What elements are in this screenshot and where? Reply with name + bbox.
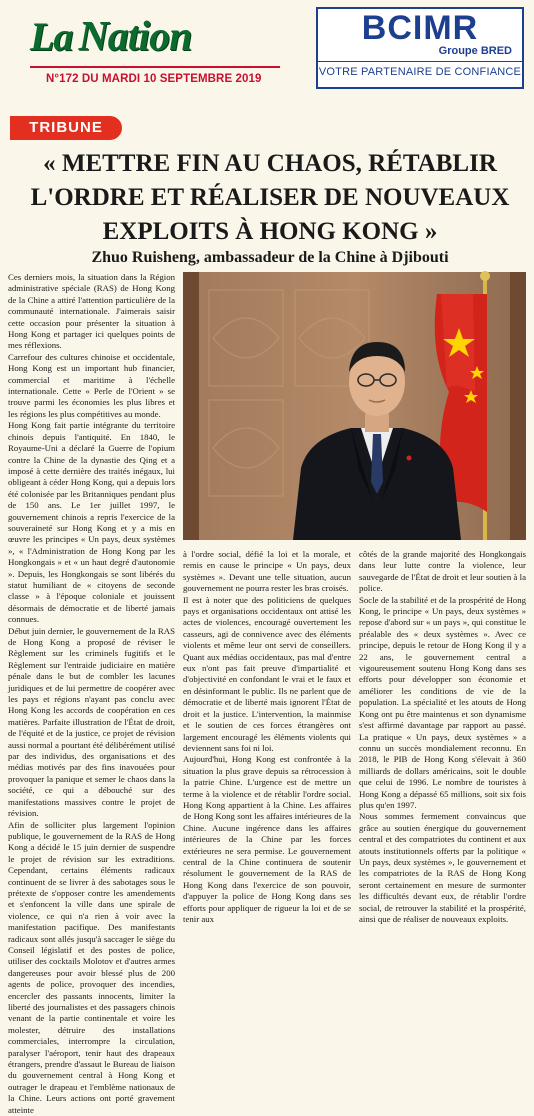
ambassador-photo <box>183 272 526 540</box>
paragraph: Début juin dernier, le gouvernement de la RAS de Hong Kong a proposé de réviser le Règlement sur les criminels fugitifs et le Règlement sur l'entraide judiciaire en matière pénale dans le but de combler les lacunes juridiques et de lui permettre de coopérer avec les pays et régions n'ayant pas conclu avec Hong Kong les accords de coopération en ces matières. Parfaite illustration de l'État de droit, de l'équité et de la justice, ce projet de révision aussi normal a pourtant été délibérément utilisé par des individus, des organisations et des médias motivés par des fins inavouées pour provoquer la panique et semer le chaos dans la société, ce qui a débouché sur des manifestations massives contre le projet de révision. <box>8 626 175 820</box>
newspaper-logo[interactable] <box>30 12 270 62</box>
article-headline: « METTRE FIN AU CHAOS, RÉTABLIR L'ORDRE ET RÉALISER DE NOUVEAUX EXPLOITS À HONG KONG » <box>30 147 510 249</box>
paragraph: à l'ordre social, défié la loi et la morale, et remis en cause le principe « Un pays, deux systèmes ». Devant une telle situation, aucun gouvernement ne pourra rester les bras croisés. <box>183 549 351 595</box>
logo-la: La <box>30 14 72 59</box>
bank-group: Groupe BRED <box>439 45 512 57</box>
logo-divider <box>30 66 280 68</box>
bank-name: BCIMR <box>318 9 522 47</box>
paragraph: côtés de la grande majorité des Hongkongais dans leur lutte contre la violence, leur sauvegarde de l'État de droit et leur soutien à la police. <box>359 549 526 595</box>
paragraph: Aujourd'hui, Hong Kong est confrontée à la situation la plus grave depuis sa rétrocession à la patrie Chine. L'urgence est de mettre un terme à la violence et de rétablir l'ordre social. Hong Kong appartient à la Chine. Les affaires de Hong Kong sont les affaires intérieures de la Chine. Aucune ingérence dans les affaires intérieures de la Chine par les forces extérieures ne sera permise. Le gouvernement central de la Chine continuera de soutenir résolument le gouvernement de la RAS de Hong Kong dans l'exercice de son pouvoir, d'appuyer la police de Hong Kong dans ses efforts pour appliquer de rigueur la loi et de se tenir aux <box>183 754 351 925</box>
article-column-2 <box>183 549 351 796</box>
bank-slogan: VOTRE PARTENAIRE DE CONFIANCE <box>318 66 522 78</box>
article-byline: Zhuo Ruisheng, ambassadeur de la Chine à Djibouti <box>40 249 500 267</box>
logo-nation: Nation <box>78 14 191 60</box>
paragraph: Socle de la stabilité et de la prospérité de Hong Kong, le principe « Un pays, deux systèmes » repose d'abord sur « un pays », qui constitue le préalable des « deux systèmes ». Avec ce principe, depuis le retour de Hong Kong il y a 22 ans, le gouvernement central a vigoureusement soutenu Hong Kong dans ses efforts pour développer son économie et améliorer les conditions de vie de la population. La spécialité et les atouts de Hong Kong ont pu être maintenus et son dynamisme s'est affirmé davantage par rapport au passé. La pratique « Un pays, deux systèmes » a connu un succès mondialement reconnu. En 2018, le PIB de Hong Kong s'élevait à 360 milliards de dollars américains, soit le double que celui de 1996. Le nombre de touristes à Hong Kong a dépassé 65 millions, soit six fois plus qu'en 1997. <box>359 595 526 812</box>
issue-date: N°172 DU MARDI 10 SEPTEMBRE 2019 <box>46 73 262 85</box>
paragraph: Hong Kong fait partie intégrante du territoire chinois depuis l'antiquité. En 1840, le Royaume-Uni a déclaré la Guerre de l'opium contre la Chine de la dynastie des Qing et a imposé à cette dernière des traités inégaux, lui obligeant à céder Hong Kong, qui a depuis lors été colonisée par les Britanniques pendant plus de 150 ans. Le 1er juillet 1997, le gouvernement chinois a repris l'exercice de la souveraineté sur Hong Kong et y a mis en œuvre les principes « Un pays, deux systèmes », « l'Administration de Hong Kong par les Hongkongais » et « un haut degré d'autonomie ». Depuis, les Hongkongais se sont libérés du statut humiliant de « citoyens de seconde classe » à l'époque coloniale et jouissent désormais de démocratie et de liberté jamais connues. <box>8 420 175 625</box>
bank-divider <box>318 61 522 62</box>
paragraph: Il est à noter que des politiciens de quelques pays et organisations occidentaux ont attisé les actes de violences, encouragé ouvertement les casseurs, agi de connivence avec des éléments violents et même leur ont servi de conseillers. Quant aux médias occidentaux, pas mal d'entre eux n'ont pas fait preuve d'impartialité et d'objectivité en confondant le vrai et le faux et en désinformant le public. Ils ne parlent que de démocratie et de liberté mais ignorent l'État de droit et la justice. L'intervention, la mainmise et le soutien de ces forces étrangères ont largement encouragé les éléments violents qui deviennent sans foi ni loi. <box>183 595 351 755</box>
paragraph: Afin de solliciter plus largement l'opinion publique, le gouvernement de la RAS de Hong Kong a décidé le 15 juin dernier de suspendre le projet de révision sur les extraditions. Cependant, certains éléments radicaux continuent de se livrer à des sabotages sous le prétexte de s'opposer contre les amendements et s'enfoncent la ville dans une spirale de violence, ce qui n'a rien à voir avec la manifestation pacifique. Des manifestants radicaux sont allés jusqu'à saccager le siège du Conseil législatif et des postes de police, utiliser des cocktails Molotov et d'autres armes dangereuses pour avoir blessé plus de 200 agents de police, provoquer des incendies, encercler des passants innocents, limiter la liberté des journalistes et des passagers chinois venant de la partie continentale et voire les molester, détruire des installations commerciales, interrompre la circulation, paralyser l'aéroport, tenir haut des drapeaux étrangers, prendre d'assaut le Bureau de liaison du gouvernement central à Hong Kong et outrager le drapeau et l'emblème nationaux de la Chine. Leurs actions ont porté gravement atteinte <box>8 820 175 1116</box>
portrait-with-flag-icon <box>183 272 526 540</box>
bank-advertisement[interactable] <box>316 7 524 89</box>
paragraph: Ces derniers mois, la situation dans la Région administrative spéciale (RAS) de Hong Kong de la Chine a attiré l'attention particulière de la communauté internationale. J'aimerais saisir cette occasion pour présenter la situation à Hong Kong et partager ici quelques points de mes réflexions. <box>8 272 175 352</box>
paragraph: Carrefour des cultures chinoise et occidentale, Hong Kong est un important hub financier, commercial et maritime à l'échelle internationale. Cette « Perle de l'Orient » se trouve parmi les économies les plus libres et les régions les plus compétitives au monde. <box>8 352 175 420</box>
section-badge: TRIBUNE <box>10 116 122 140</box>
article-column-3 <box>359 549 526 796</box>
paragraph: Nous sommes fermement convaincus que grâce au soutien énergique du gouvernement central et des compatriotes du continent et aux atouts institutionnels offerts par la politique « Un pays, deux systèmes », le gouvernement et les compatriotes de la RAS de Hong Kong seront certainement en mesure de surmonter les difficultés devant eux, de rétablir l'ordre social, de retrouver la stabilité et la prospérité, ainsi que de réaliser de nouveaux exploits. <box>359 811 526 925</box>
article-column-1 <box>8 272 175 796</box>
